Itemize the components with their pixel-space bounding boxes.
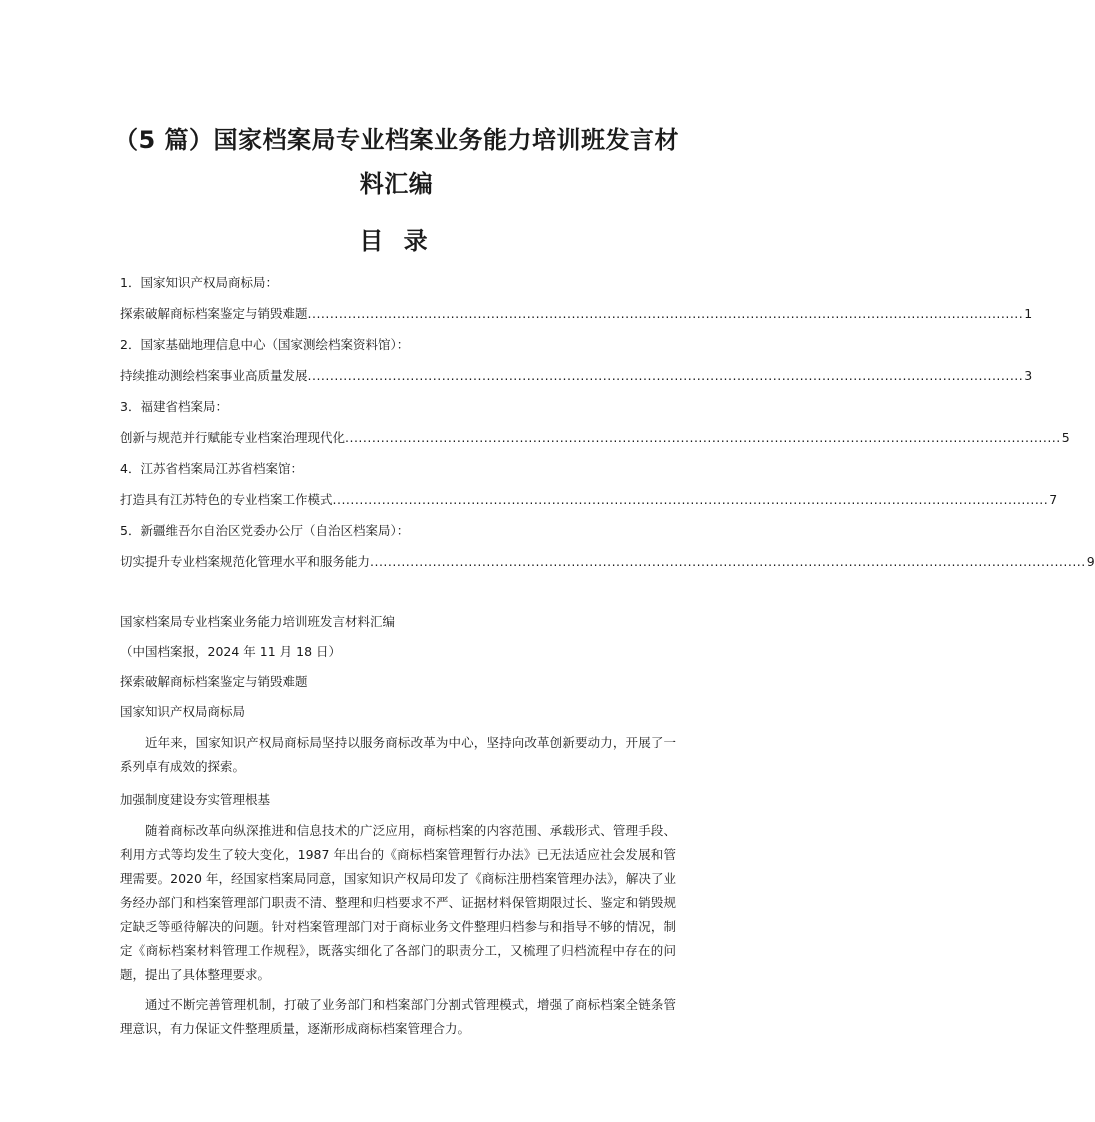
article-author: 国家知识产权局商标局: [120, 704, 246, 719]
toc-entry-title: 切实提升专业档案规范化管理水平和服务能力: [120, 554, 371, 569]
toc-org-2: 2．国家基础地理信息中心（国家测绘档案资料馆）：: [120, 337, 410, 352]
toc-entry-title: 打造具有江苏特色的专业档案工作模式: [120, 492, 333, 507]
toc-leader-dots: ................................................................................................................................................................: [345, 430, 1061, 445]
article-title: 探索破解商标档案鉴定与销毁难题: [120, 674, 308, 689]
toc-page-number: 1: [1024, 306, 1033, 321]
toc-org-4: 4．江苏省档案局江苏省档案馆：: [120, 461, 303, 476]
source-line: （中国档案报，2024 年 11 月 18 日）: [120, 644, 341, 659]
toc-entry-2[interactable]: [120, 360, 1033, 392]
toc-page-number: 3: [1024, 368, 1033, 383]
table-of-contents: [120, 268, 1095, 578]
toc-page-number: 7: [1049, 492, 1058, 507]
section-heading: 加强制度建设夯实管理根基: [120, 792, 271, 807]
toc-entry-title: 探索破解商标档案鉴定与销毁难题: [120, 306, 308, 321]
document-body: [120, 607, 676, 1047]
toc-page-number: 5: [1061, 430, 1070, 445]
toc-org-1: 1．国家知识产权局商标局：: [120, 275, 278, 290]
toc-leader-dots: ................................................................................................................................................................: [370, 554, 1086, 569]
toc-leader-dots: ................................................................................................................................................................: [307, 368, 1024, 383]
toc-entry-4[interactable]: [120, 484, 1058, 516]
toc-entry-3[interactable]: [120, 422, 1070, 454]
toc-entry-5[interactable]: [120, 546, 1095, 578]
compilation-title: 国家档案局专业档案业务能力培训班发言材料汇编: [120, 614, 396, 629]
toc-entry-title: 创新与规范并行赋能专业档案治理现代化: [120, 430, 346, 445]
toc-leader-dots: ................................................................................................................................................................: [307, 306, 1024, 321]
toc-page-number: 9: [1086, 554, 1095, 569]
intro-paragraph: 近年来，国家知识产权局商标局坚持以服务商标改革为中心，坚持向改革创新要动力，开展了一系列卓有成效的探索。: [120, 735, 676, 774]
toc-heading: 目 录: [359, 227, 434, 255]
body-paragraph: 随着商标改革向纵深推进和信息技术的广泛应用，商标档案的内容范围、承载形式、管理手段、利用方式等均发生了较大变化，1987 年出台的《商标档案管理暂行办法》已无法适应社会发展和管理需要。2020 年，经国家档案局同意，国家知识产权局印发了《商标注册档案管理办法》，解决了业务经办部门和档案管理部门职责不清、整理和归档要求不严、证据材料保管期限过长、鉴定和销毁规定缺乏等亟待解决的问题。针对档案管理部门对于商标业务文件整理归档参与和指导不够的情况，制定《商标档案材料管理工作规程》，既落实细化了各部门的职责分工，又梳理了归档流程中存在的问题，提出了具体整理要求。: [120, 823, 676, 982]
toc-org-3: 3．福建省档案局：: [120, 399, 228, 414]
toc-entry-title: 持续推动测绘档案事业高质量发展: [120, 368, 308, 383]
document-title: （5 篇）国家档案局专业档案业务能力培训班发言材料汇编: [113, 126, 680, 198]
toc-entry-1[interactable]: [120, 298, 1033, 330]
body-paragraph: 通过不断完善管理机制，打破了业务部门和档案部门分割式管理模式，增强了商标档案全链条管理意识，有力保证文件整理质量，逐渐形成商标档案管理合力。: [120, 997, 676, 1036]
toc-org-5: 5．新疆维吾尔自治区党委办公厅（自治区档案局）：: [120, 523, 410, 538]
toc-leader-dots: ................................................................................................................................................................: [332, 492, 1049, 507]
